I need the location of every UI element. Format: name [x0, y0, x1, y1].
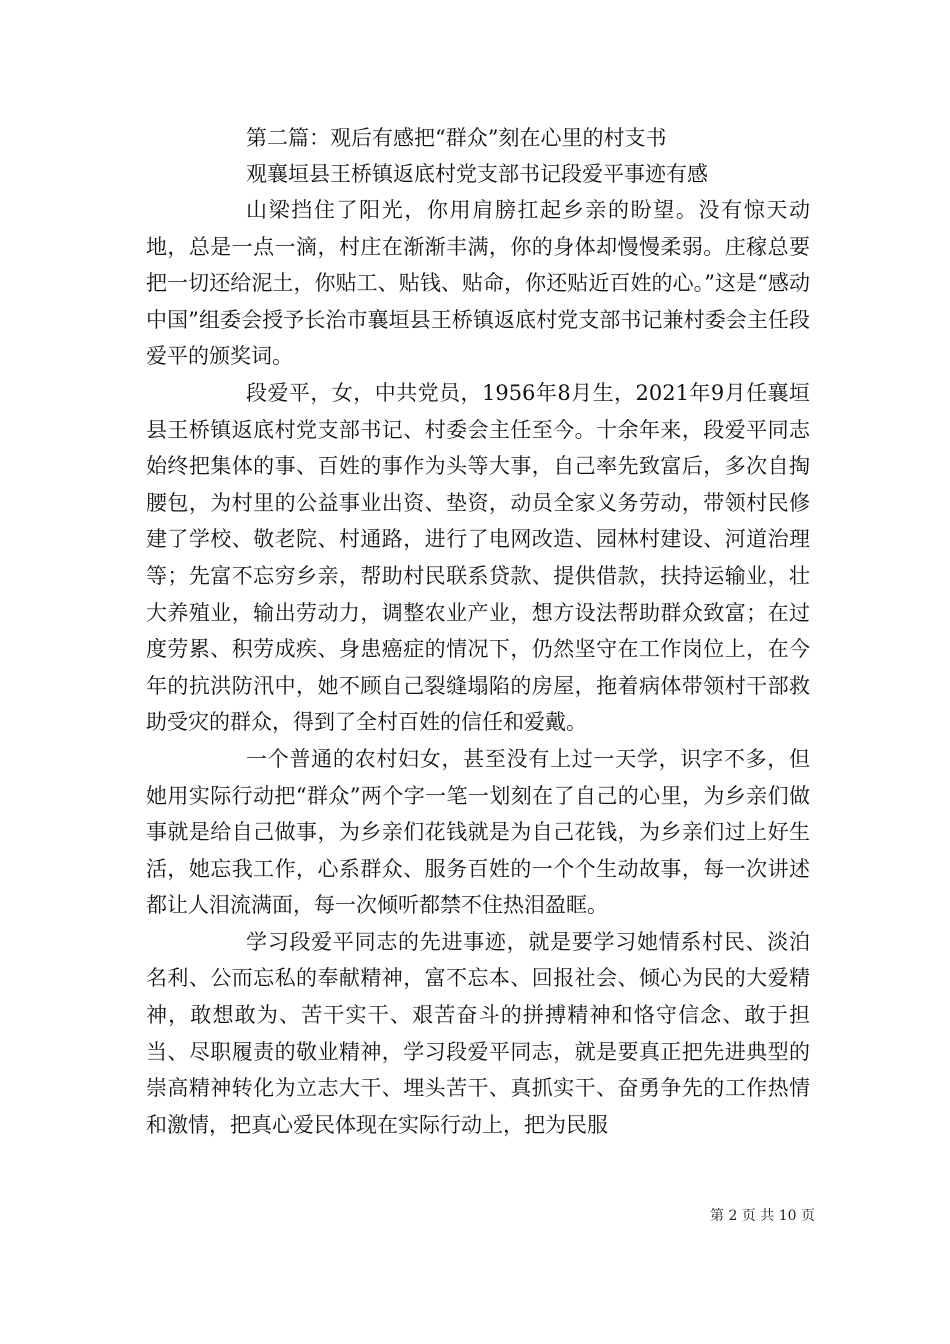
article-body: [146, 192, 810, 1143]
article-subtitle: 观襄垣县王桥镇返底村党支部书记段爱平事迹有感: [246, 162, 708, 186]
paragraph-4: 学习段爱平同志的先进事迹，就是要学习她情系村民、淡泊名利、公而忘私的奉献精神，富不忘本、回报社会、倾心为民的大爱精神，敢想敢为、苦干实干、艰苦奋斗的拼搏精神和恪守信念、敢于担当、尽职履责的敬业精神，学习段爱平同志，就是要真正把先进典型的崇高精神转化为立志大干、埋头苦干、真抓实干、奋勇争先的工作热情和激情，把真心爱民体现在实际行动上，把为民服: [146, 929, 810, 1137]
article-title: 第二篇：观后有感把“群众”刻在心里的村支书: [246, 126, 667, 150]
paragraph-1: 山梁挡住了阳光，你用肩膀扛起乡亲的盼望。没有惊天动地，总是一点一滴，村庄在渐渐丰满，你的身体却慢慢柔弱。庄稼总要把一切还给泥土，你贴工、贴钱、贴命，你还贴近百姓的心。”这是“感动中国”组委会授予长治市襄垣县王桥镇返底村党支部书记兼村委会主任段爱平的颁奖词。: [146, 198, 810, 369]
page-number-footer: 第 2 页 共 10 页: [710, 1208, 815, 1224]
paragraph-2: 段爱平，女，中共党员，1956年8月生，2021年9月任襄垣县王桥镇返底村党支部书记、村委会主任至今。十余年来，段爱平同志始终把集体的事、百姓的事作为头等大事，自己率先致富后，多次自掏腰包，为村里的公益事业出资、垫资，动员全家义务劳动，带领村民修建了学校、敬老院、村通路，进行了电网改造、园林村建设、河道治理等；先富不忘穷乡亲，帮助村民联系贷款、提供借款，扶持运输业，壮大养殖业，输出劳动力，调整农业产业，想方设法帮助群众致富；在过度劳累、积劳成疾、身患癌症的情况下，仍然坚守在工作岗位上，在今年的抗洪防汛中，她不顾自己裂缝塌陷的房屋，拖着病体带领村干部救助受灾的群众，得到了全村百姓的信任和爱戴。: [146, 380, 810, 735]
paragraph-3: 一个普通的农村妇女，甚至没有上过一天学，识字不多，但她用实际行动把“群众”两个字一笔一划刻在了自己的心里，为乡亲们做事就是给自己做事，为乡亲们花钱就是为自己花钱，为乡亲们过上好生活，她忘我工作，心系群众、服务百姓的一个个生动故事，每一次讲述都让人泪流满面，每一次倾听都禁不住热泪盈眶。: [146, 746, 810, 918]
